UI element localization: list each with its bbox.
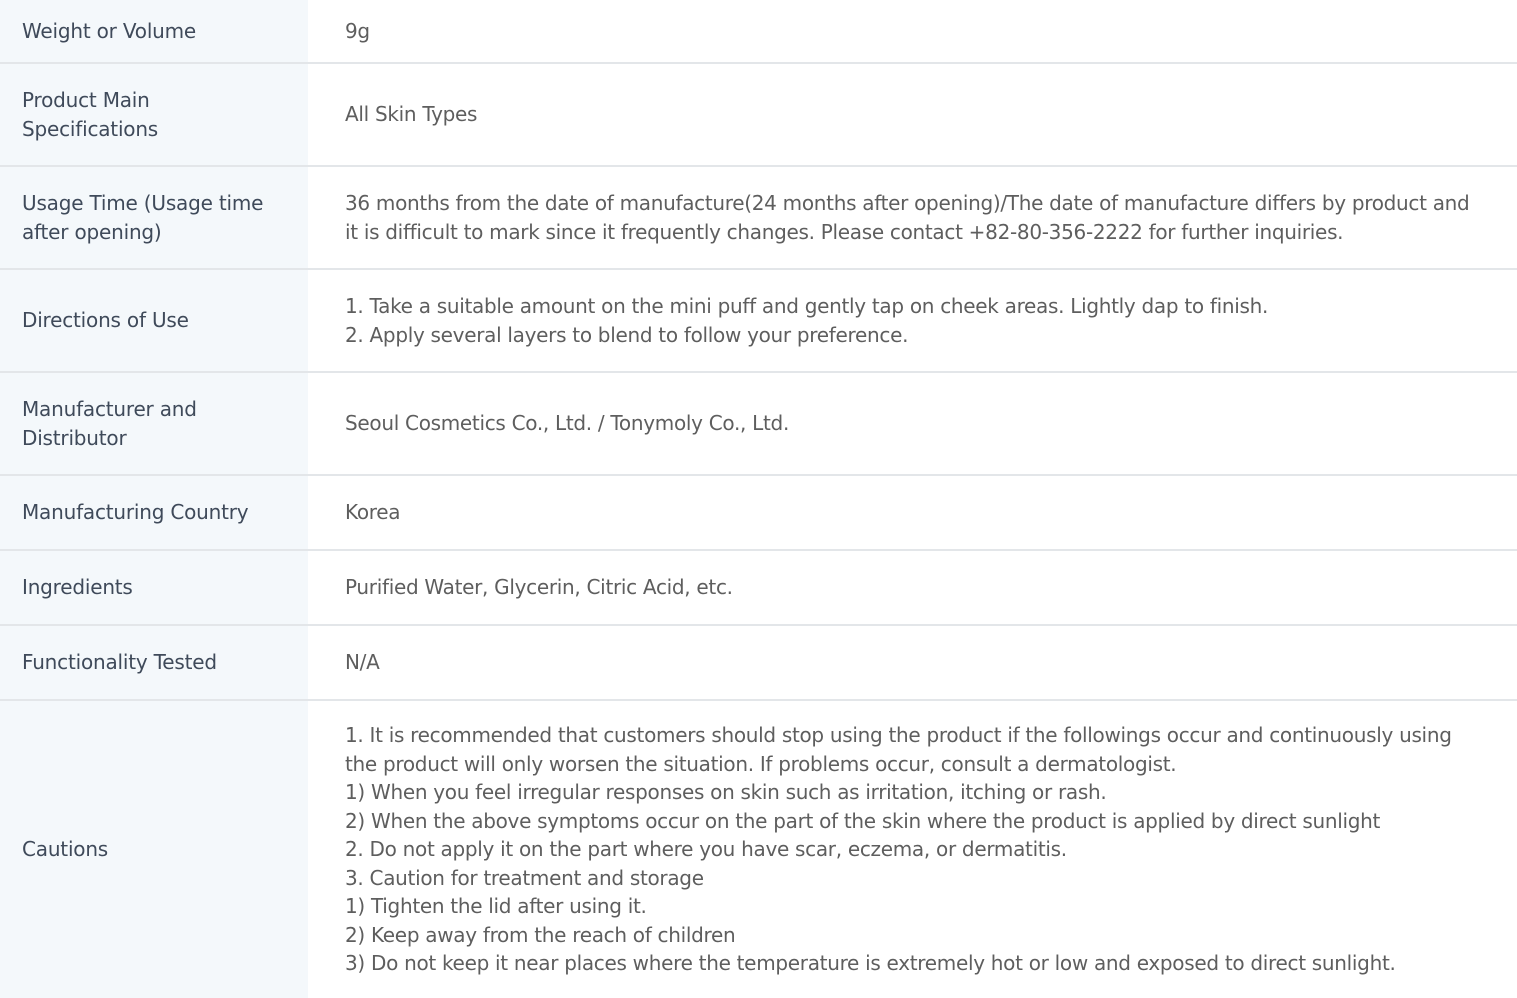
spec-value: N/A (345, 650, 380, 675)
spec-row-weight (0, 0, 1517, 63)
spec-label (0, 372, 308, 475)
spec-label (0, 63, 308, 166)
spec-row-cautions (0, 700, 1517, 998)
spec-label-text: Manufacturer and Distributor (22, 397, 197, 450)
spec-label-text: Manufacturing Country (22, 500, 249, 525)
spec-label (0, 550, 308, 625)
spec-label (0, 269, 308, 372)
spec-value: Purified Water, Glycerin, Citric Acid, etc. (345, 575, 733, 600)
spec-row-usage-time (0, 166, 1517, 269)
spec-value: 9g (345, 18, 370, 43)
spec-row-directions (0, 269, 1517, 372)
spec-value: 36 months from the date of manufacture(24 months after opening)/The date of manufacture differs by product and it is difficult to mark since it frequently changes. Please contact +82-80-356-2222 for further inquiries. (345, 191, 1470, 244)
spec-row-functionality (0, 625, 1517, 700)
spec-row-country (0, 475, 1517, 550)
spec-row-main-specifications (0, 63, 1517, 166)
spec-label-text: Cautions (22, 837, 109, 862)
spec-label (0, 166, 308, 269)
spec-label (0, 0, 308, 63)
spec-value: Korea (345, 500, 401, 525)
spec-value: 1. Take a suitable amount on the mini puff and gently tap on cheek areas. Lightly dap to finish. 2. Apply several layers to blend to follow your preference. (345, 294, 1269, 347)
spec-label (0, 475, 308, 550)
spec-label (0, 625, 308, 700)
spec-label-text: Usage Time (Usage time after opening) (22, 191, 264, 244)
spec-row-ingredients (0, 550, 1517, 625)
spec-label-text: Functionality Tested (22, 650, 217, 675)
spec-label-text: Weight or Volume (22, 18, 197, 43)
spec-label-text: Directions of Use (22, 308, 189, 333)
spec-label-text: Product Main Specifications (22, 88, 159, 141)
spec-row-manufacturer (0, 372, 1517, 475)
spec-value: 1. It is recommended that customers should stop using the product if the followings occur and continuously using the product will only worsen the situation. If problems occur, consult a dermatologist. 1) When you feel irregular responses on skin such as irritation, itching or rash. 2) When the above symptoms occur on the part of the skin where the product is applied by direct sunlight 2. Do not apply it on the part where you have scar, eczema, or dermatitis. 3. Caution for treatment and storage 1) Tighten the lid after using it. 2) Keep away from the reach of children 3) Do not keep it near places where the temperature is extremely hot or low and exposed to direct sunlight. (345, 723, 1452, 976)
spec-label (0, 700, 308, 998)
spec-label-text: Ingredients (22, 575, 133, 600)
spec-value: All Skin Types (345, 102, 478, 127)
spec-value: Seoul Cosmetics Co., Ltd. / Tonymoly Co., Ltd. (345, 411, 790, 436)
